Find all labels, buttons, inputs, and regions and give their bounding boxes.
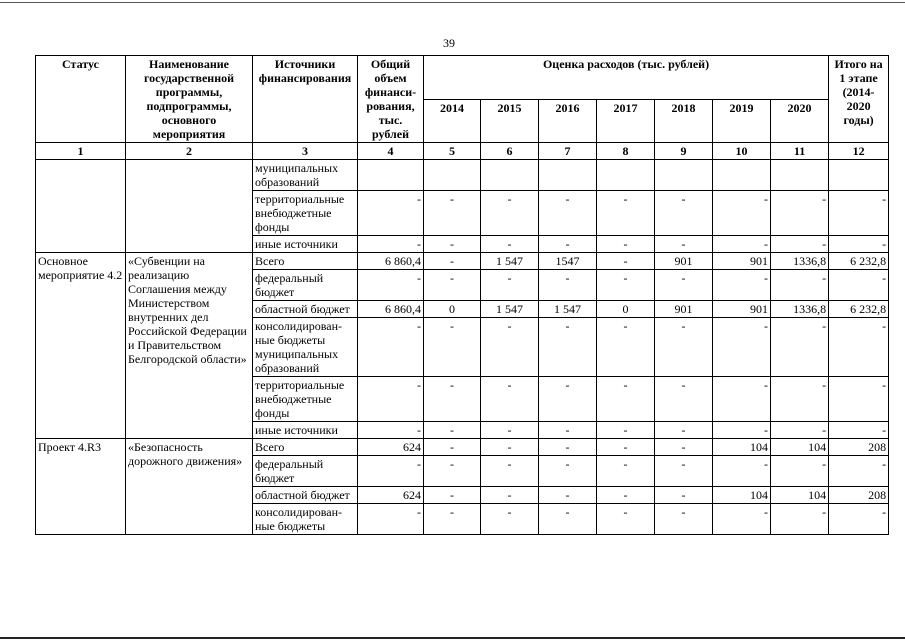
row-value: -	[655, 270, 713, 301]
row-value: -	[597, 236, 655, 253]
column-number: 12	[829, 143, 889, 160]
row-value: -	[829, 504, 889, 535]
row-value: -	[424, 487, 481, 504]
budget-table	[35, 55, 889, 535]
row-value: -	[424, 439, 481, 456]
row-value: 1 547	[481, 253, 539, 270]
row-value	[424, 160, 481, 191]
header-estimate: Оценка расходов (тыс. рублей)	[424, 56, 829, 100]
row-value: 6 860,4	[358, 253, 424, 270]
column-number: 5	[424, 143, 481, 160]
header-year: 2017	[597, 99, 655, 143]
row-status: Основное мероприятие 4.2	[36, 253, 126, 439]
row-value: -	[597, 422, 655, 439]
header-row	[36, 56, 889, 100]
row-value	[481, 160, 539, 191]
column-number: 7	[539, 143, 597, 160]
row-status: Проект 4.R3	[36, 439, 126, 535]
row-value: -	[713, 377, 771, 422]
page-number: 39	[443, 36, 455, 50]
row-value: -	[829, 422, 889, 439]
row-value: -	[655, 487, 713, 504]
row-value: -	[539, 236, 597, 253]
row-value: -	[713, 422, 771, 439]
row-value: -	[713, 504, 771, 535]
row-value: -	[771, 377, 829, 422]
table-row	[36, 160, 889, 191]
row-value: -	[539, 456, 597, 487]
column-number: 10	[713, 143, 771, 160]
row-source: муниципальных образований	[253, 160, 358, 191]
row-value: -	[424, 504, 481, 535]
row-value: -	[358, 236, 424, 253]
row-source: Всего	[253, 253, 358, 270]
header-year: 2020	[771, 99, 829, 143]
row-source: федеральный бюджет	[253, 456, 358, 487]
row-value: -	[358, 422, 424, 439]
row-value: -	[539, 270, 597, 301]
row-value: -	[424, 377, 481, 422]
header-year: 2014	[424, 99, 481, 143]
table-row	[36, 253, 889, 270]
row-value: -	[829, 318, 889, 377]
row-value: -	[481, 456, 539, 487]
row-value: -	[539, 318, 597, 377]
row-value: -	[771, 422, 829, 439]
row-value: -	[597, 253, 655, 270]
row-value: 1 547	[481, 301, 539, 318]
row-value: -	[481, 318, 539, 377]
row-source: иные источники	[253, 236, 358, 253]
row-value: -	[424, 422, 481, 439]
header-year: 2019	[713, 99, 771, 143]
row-value: -	[481, 191, 539, 236]
row-value: -	[771, 236, 829, 253]
row-value: 624	[358, 487, 424, 504]
row-value: -	[655, 236, 713, 253]
row-value: -	[424, 456, 481, 487]
row-value: -	[358, 318, 424, 377]
row-value	[539, 160, 597, 191]
row-value	[713, 160, 771, 191]
row-source: территориальные внебюджетные фонды	[253, 191, 358, 236]
row-value: -	[655, 456, 713, 487]
table-row	[36, 439, 889, 456]
row-value: -	[771, 191, 829, 236]
row-value: -	[597, 318, 655, 377]
header-total: Общий объем финанси-рования, тыс. рублей	[358, 56, 424, 143]
row-value: 1547	[539, 253, 597, 270]
row-source: консолидирован-ные бюджеты муниципальных образований	[253, 318, 358, 377]
column-number: 11	[771, 143, 829, 160]
row-value	[597, 160, 655, 191]
row-program-name: «Безопасность дорожного движения»	[126, 439, 253, 535]
row-value: -	[655, 191, 713, 236]
row-value: -	[481, 439, 539, 456]
row-source: консолидирован-ные бюджеты	[253, 504, 358, 535]
row-program-name	[126, 160, 253, 253]
row-program-name: «Субвенции на реализацию Соглашения между Министерством внутренних дел Российской Федерации и Правительством Белгородской области»	[126, 253, 253, 439]
header-year: 2016	[539, 99, 597, 143]
row-source: федеральный бюджет	[253, 270, 358, 301]
header-itogo: Итого на 1 этапе (2014-2020 годы)	[829, 56, 889, 143]
row-value: -	[481, 504, 539, 535]
row-value	[829, 160, 889, 191]
row-value: -	[539, 422, 597, 439]
row-value: -	[655, 377, 713, 422]
row-value: -	[829, 191, 889, 236]
row-value: -	[713, 191, 771, 236]
row-value: -	[829, 270, 889, 301]
row-value: -	[358, 504, 424, 535]
row-value: -	[597, 377, 655, 422]
row-value: 1 547	[539, 301, 597, 318]
row-source: иные источники	[253, 422, 358, 439]
header-year: 2018	[655, 99, 713, 143]
row-value: -	[597, 191, 655, 236]
row-value: -	[597, 504, 655, 535]
row-value: -	[597, 487, 655, 504]
row-value: -	[829, 236, 889, 253]
row-value: -	[481, 270, 539, 301]
row-value: 6 860,4	[358, 301, 424, 318]
row-value: -	[539, 191, 597, 236]
top-rule	[0, 2, 905, 3]
column-number: 9	[655, 143, 713, 160]
row-value: 104	[771, 487, 829, 504]
row-value: -	[424, 318, 481, 377]
row-value: 6 232,8	[829, 253, 889, 270]
header-sources: Источники финансирования	[253, 56, 358, 143]
row-value: 6 232,8	[829, 301, 889, 318]
row-value: 0	[597, 301, 655, 318]
row-value	[655, 160, 713, 191]
row-value: -	[358, 456, 424, 487]
row-value	[771, 160, 829, 191]
row-value: -	[539, 377, 597, 422]
row-value: -	[481, 487, 539, 504]
row-value: -	[829, 377, 889, 422]
row-value: -	[358, 270, 424, 301]
row-value: -	[713, 270, 771, 301]
row-value: -	[713, 318, 771, 377]
row-value: -	[597, 270, 655, 301]
row-value: -	[424, 270, 481, 301]
column-number: 6	[481, 143, 539, 160]
table-body	[36, 160, 889, 535]
row-value: -	[481, 236, 539, 253]
row-value: -	[713, 236, 771, 253]
row-value: -	[358, 191, 424, 236]
header-year: 2015	[481, 99, 539, 143]
row-value: -	[424, 191, 481, 236]
row-value: -	[539, 439, 597, 456]
row-value: -	[771, 504, 829, 535]
row-value: 1336,8	[771, 253, 829, 270]
header-status: Статус	[36, 56, 126, 143]
column-number: 4	[358, 143, 424, 160]
column-numbers-row	[36, 143, 889, 160]
row-value: -	[771, 318, 829, 377]
row-value: -	[655, 318, 713, 377]
row-value: 624	[358, 439, 424, 456]
row-value: -	[713, 456, 771, 487]
row-value: -	[539, 504, 597, 535]
row-source: территориальные внебюджетные фонды	[253, 377, 358, 422]
row-value: 1336,8	[771, 301, 829, 318]
row-value: 0	[424, 301, 481, 318]
row-value: 901	[655, 253, 713, 270]
row-source: областной бюджет	[253, 301, 358, 318]
row-status	[36, 160, 126, 253]
column-number: 2	[126, 143, 253, 160]
row-value: -	[655, 439, 713, 456]
row-value: -	[771, 456, 829, 487]
header-program: Наименование государственной программы, подпрограммы, основного мероприятия	[126, 56, 253, 143]
row-value: 104	[713, 439, 771, 456]
row-source: Всего	[253, 439, 358, 456]
row-value: 104	[713, 487, 771, 504]
row-value: -	[481, 422, 539, 439]
column-number: 8	[597, 143, 655, 160]
row-value: 208	[829, 487, 889, 504]
row-value: 208	[829, 439, 889, 456]
row-value: 901	[713, 253, 771, 270]
row-value: -	[539, 487, 597, 504]
bottom-rule	[0, 637, 905, 639]
row-value: -	[655, 504, 713, 535]
row-value: 901	[713, 301, 771, 318]
column-number: 1	[36, 143, 126, 160]
row-value: -	[358, 377, 424, 422]
row-value	[358, 160, 424, 191]
row-source: областной бюджет	[253, 487, 358, 504]
row-value: -	[481, 377, 539, 422]
row-value: 104	[771, 439, 829, 456]
row-value: -	[829, 456, 889, 487]
row-value: -	[597, 439, 655, 456]
row-value: -	[424, 253, 481, 270]
row-value: -	[655, 422, 713, 439]
row-value: 901	[655, 301, 713, 318]
row-value: -	[597, 456, 655, 487]
row-value: -	[424, 236, 481, 253]
column-number: 3	[253, 143, 358, 160]
row-value: -	[771, 270, 829, 301]
